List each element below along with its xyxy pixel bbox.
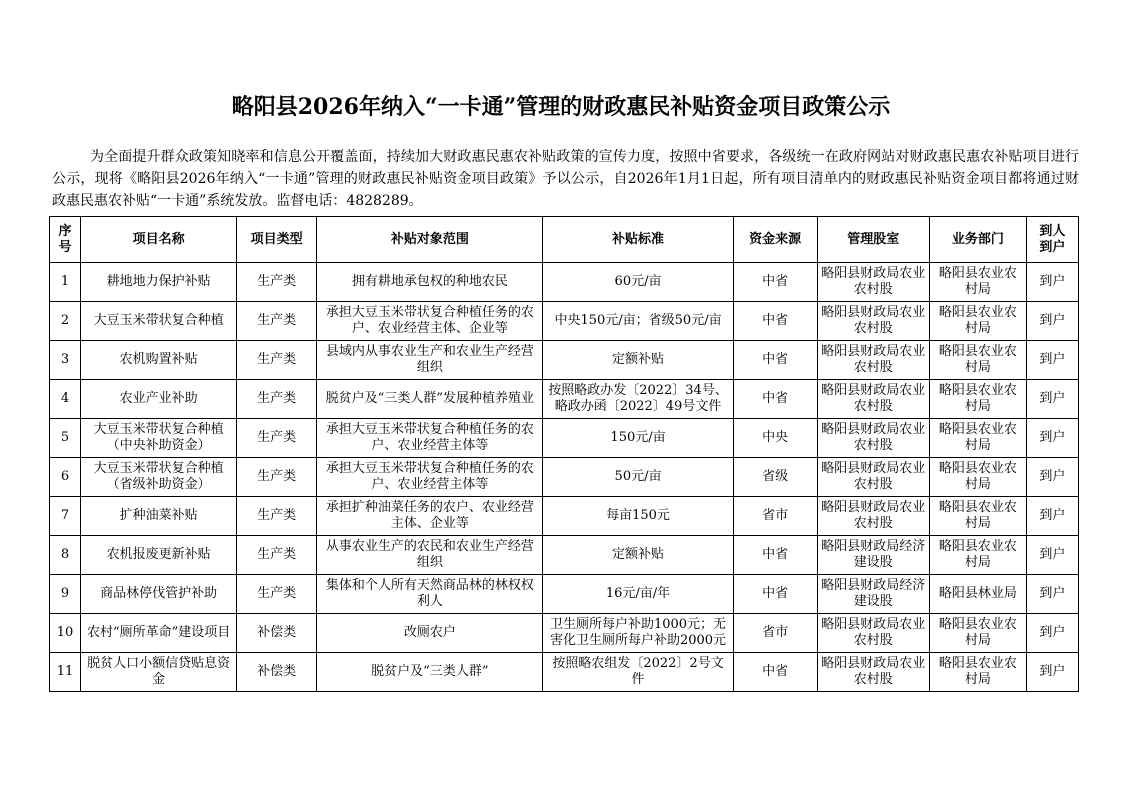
cell-scope: 脱贫户及“三类人群”发展种植养殖业	[317, 380, 543, 419]
cell-standard: 中央150元/亩；省级50元/亩	[543, 302, 733, 341]
table-row	[50, 614, 1079, 653]
cell-dept: 略阳县财政局农业农村股	[817, 341, 929, 380]
cell-seq: 10	[50, 614, 81, 653]
cell-seq: 3	[50, 341, 81, 380]
table-header-row	[50, 217, 1079, 263]
cell-scope: 县域内从事农业生产和农业生产经营组织	[317, 341, 543, 380]
cell-name: 扩种油菜补贴	[81, 497, 237, 536]
cell-standard: 按照略政办发〔2022〕34号、略政办函〔2022〕49号文件	[543, 380, 733, 419]
table-row	[50, 263, 1079, 302]
intro-paragraph: 为全面提升群众政策知晓率和信息公开覆盖面，持续加大财政惠民惠农补贴政策的宣传力度，按照中省要求，各级统一在政府网站对财政惠民惠农补贴项目进行公示，现将《略阳县2026年纳入“一卡通”管理的财政惠民补贴资金项目政策》予以公示，自2026年1月1日起，所有项目清单内的财政惠民补贴资金项目都将通过财政惠民惠农补贴“一卡通”系统发放。监督电话：4828289。	[52, 149, 1079, 209]
cell-biz: 略阳县农业农村局	[929, 419, 1026, 458]
cell-biz: 略阳县农业农村局	[929, 458, 1026, 497]
table-row	[50, 536, 1079, 575]
cell-standard: 按照略农组发〔2022〕2号文件	[543, 653, 733, 692]
cell-type: 生产类	[237, 380, 317, 419]
cell-to-household: 到户	[1026, 575, 1078, 614]
cell-type: 生产类	[237, 575, 317, 614]
cell-type: 生产类	[237, 302, 317, 341]
cell-dept: 略阳县财政局农业农村股	[817, 419, 929, 458]
cell-to-household: 到户	[1026, 614, 1078, 653]
cell-name: 大豆玉米带状复合种植（省级补助资金）	[81, 458, 237, 497]
cell-biz: 略阳县农业农村局	[929, 263, 1026, 302]
cell-source: 中省	[733, 653, 817, 692]
cell-type: 补偿类	[237, 653, 317, 692]
cell-source: 省级	[733, 458, 817, 497]
subsidy-table	[49, 216, 1079, 692]
table-row	[50, 302, 1079, 341]
cell-name: 农机报废更新补贴	[81, 536, 237, 575]
cell-to-household: 到户	[1026, 536, 1078, 575]
cell-name: 农村“厕所革命”建设项目	[81, 614, 237, 653]
cell-dept: 略阳县财政局经济建设股	[817, 575, 929, 614]
cell-type: 生产类	[237, 341, 317, 380]
cell-to-household: 到户	[1026, 419, 1078, 458]
cell-seq: 9	[50, 575, 81, 614]
cell-type: 生产类	[237, 497, 317, 536]
table-row	[50, 497, 1079, 536]
cell-biz: 略阳县林业局	[929, 575, 1026, 614]
cell-name: 农业产业补助	[81, 380, 237, 419]
cell-biz: 略阳县农业农村局	[929, 497, 1026, 536]
cell-scope: 脱贫户及“三类人群”	[317, 653, 543, 692]
cell-seq: 6	[50, 458, 81, 497]
cell-name: 商品林停伐管护补助	[81, 575, 237, 614]
cell-name: 大豆玉米带状复合种植（中央补助资金）	[81, 419, 237, 458]
cell-dept: 略阳县财政局农业农村股	[817, 458, 929, 497]
header-scope: 补贴对象范围	[317, 217, 543, 263]
cell-name: 大豆玉米带状复合种植	[81, 302, 237, 341]
header-dept: 管理股室	[817, 217, 929, 263]
header-name: 项目名称	[81, 217, 237, 263]
cell-standard: 150元/亩	[543, 419, 733, 458]
cell-dept: 略阳县财政局农业农村股	[817, 614, 929, 653]
cell-scope: 承担大豆玉米带状复合种植任务的农户、农业经营主体、企业等	[317, 302, 543, 341]
cell-standard: 定额补贴	[543, 536, 733, 575]
header-type: 项目类型	[237, 217, 317, 263]
cell-seq: 7	[50, 497, 81, 536]
cell-scope: 改厕农户	[317, 614, 543, 653]
cell-seq: 4	[50, 380, 81, 419]
cell-type: 生产类	[237, 536, 317, 575]
cell-source: 中省	[733, 575, 817, 614]
cell-seq: 8	[50, 536, 81, 575]
cell-source: 中省	[733, 536, 817, 575]
cell-scope: 承担大豆玉米带状复合种植任务的农户、农业经营主体等	[317, 458, 543, 497]
cell-dept: 略阳县财政局农业农村股	[817, 653, 929, 692]
cell-type: 生产类	[237, 419, 317, 458]
cell-source: 省市	[733, 614, 817, 653]
cell-source: 中央	[733, 419, 817, 458]
cell-type: 补偿类	[237, 614, 317, 653]
cell-dept: 略阳县财政局农业农村股	[817, 302, 929, 341]
cell-standard: 50元/亩	[543, 458, 733, 497]
table-row	[50, 458, 1079, 497]
cell-biz: 略阳县农业农村局	[929, 380, 1026, 419]
cell-to-household: 到户	[1026, 497, 1078, 536]
cell-scope: 拥有耕地承包权的种地农民	[317, 263, 543, 302]
cell-type: 生产类	[237, 458, 317, 497]
table-row	[50, 575, 1079, 614]
cell-to-household: 到户	[1026, 458, 1078, 497]
cell-source: 中省	[733, 263, 817, 302]
table-row	[50, 341, 1079, 380]
cell-standard: 卫生厕所每户补助1000元；无害化卫生厕所每户补助2000元	[543, 614, 733, 653]
cell-biz: 略阳县农业农村局	[929, 341, 1026, 380]
cell-type: 生产类	[237, 263, 317, 302]
header-to-household: 到人到户	[1026, 217, 1078, 263]
cell-dept: 略阳县财政局经济建设股	[817, 536, 929, 575]
cell-standard: 16元/亩/年	[543, 575, 733, 614]
cell-source: 中省	[733, 380, 817, 419]
cell-scope: 承担扩种油菜任务的农户、农业经营主体、企业等	[317, 497, 543, 536]
header-seq: 序号	[50, 217, 81, 263]
cell-seq: 1	[50, 263, 81, 302]
cell-standard: 每亩150元	[543, 497, 733, 536]
cell-name: 农机购置补贴	[81, 341, 237, 380]
cell-biz: 略阳县农业农村局	[929, 653, 1026, 692]
header-biz: 业务部门	[929, 217, 1026, 263]
table-row	[50, 380, 1079, 419]
table-row	[50, 419, 1079, 458]
cell-scope: 从事农业生产的农民和农业生产经营组织	[317, 536, 543, 575]
cell-to-household: 到户	[1026, 341, 1078, 380]
cell-biz: 略阳县农业农村局	[929, 536, 1026, 575]
cell-source: 中省	[733, 341, 817, 380]
cell-name: 耕地地力保护补贴	[81, 263, 237, 302]
header-standard: 补贴标准	[543, 217, 733, 263]
cell-seq: 5	[50, 419, 81, 458]
cell-seq: 11	[50, 653, 81, 692]
cell-dept: 略阳县财政局农业农村股	[817, 380, 929, 419]
cell-scope: 承担大豆玉米带状复合种植任务的农户、农业经营主体等	[317, 419, 543, 458]
cell-seq: 2	[50, 302, 81, 341]
cell-to-household: 到户	[1026, 653, 1078, 692]
cell-biz: 略阳县农业农村局	[929, 302, 1026, 341]
cell-to-household: 到户	[1026, 380, 1078, 419]
cell-source: 省市	[733, 497, 817, 536]
cell-standard: 60元/亩	[543, 263, 733, 302]
cell-to-household: 到户	[1026, 263, 1078, 302]
cell-biz: 略阳县农业农村局	[929, 614, 1026, 653]
cell-source: 中省	[733, 302, 817, 341]
table-row	[50, 653, 1079, 692]
cell-scope: 集体和个人所有天然商品林的林权权利人	[317, 575, 543, 614]
cell-dept: 略阳县财政局农业农村股	[817, 263, 929, 302]
cell-standard: 定额补贴	[543, 341, 733, 380]
page-title: 略阳县2026年纳入“一卡通”管理的财政惠民补贴资金项目政策公示	[231, 94, 891, 120]
header-source: 资金来源	[733, 217, 817, 263]
cell-dept: 略阳县财政局农业农村股	[817, 497, 929, 536]
cell-to-household: 到户	[1026, 302, 1078, 341]
cell-name: 脱贫人口小额信贷贴息资金	[81, 653, 237, 692]
